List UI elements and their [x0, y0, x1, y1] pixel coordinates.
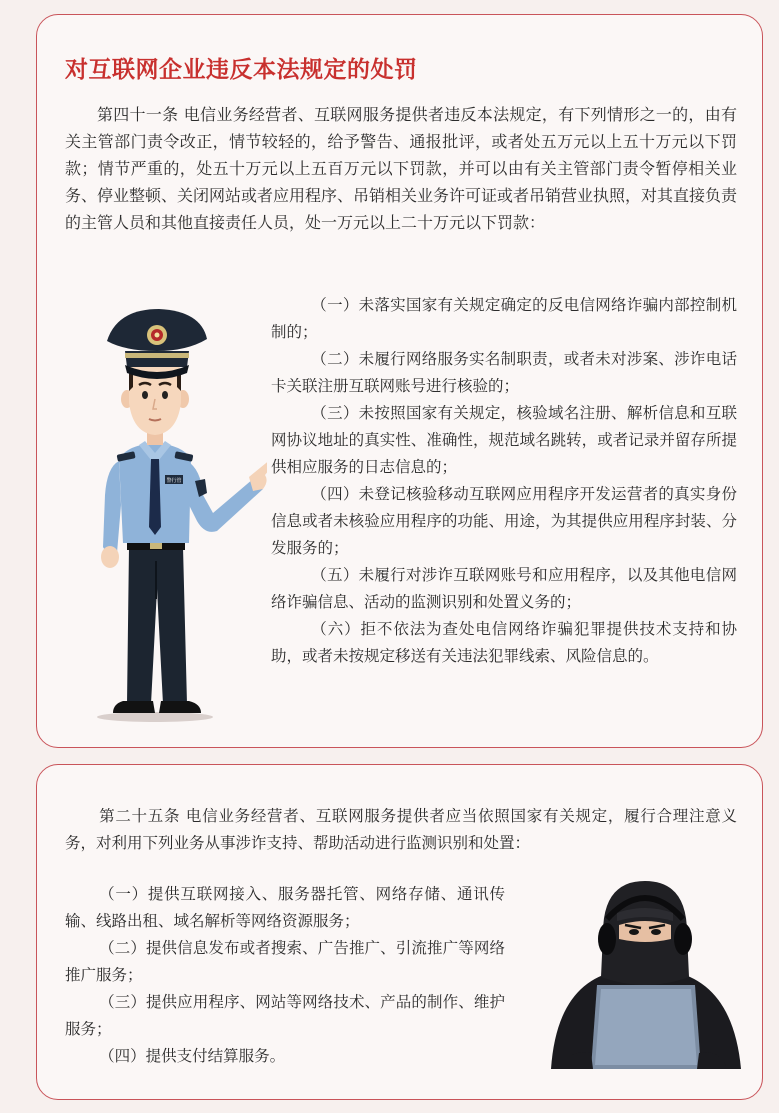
violation-item-2: （二）未履行网络服务实名制职责，或者未对涉案、涉诈电话卡关联注册互联网账号进行核验的； — [271, 350, 737, 395]
violation-item-3: （三）未按照国家有关规定，核验域名注册、解析信息和互联网协议地址的真实性、准确性，规范域名跳转，或者记录并留存所提供相应服务的日志信息的； — [271, 404, 737, 476]
violation-item-1: （一）未落实国家有关规定确定的反电信网络诈骗内部控制机制的； — [271, 296, 737, 341]
article-25-text: 第二十五条 电信业务经营者、互联网服务提供者应当依照国家有关规定，履行合理注意义务，对利用下列业务从事涉诈支持、帮助活动进行监测识别和处置： — [65, 807, 737, 852]
penalty-panel — [36, 14, 763, 748]
service-list — [65, 881, 505, 1070]
service-item-4: （四）提供支付结算服务。 — [99, 1047, 286, 1065]
chest-badge-text: 警行管 — [166, 478, 182, 484]
service-item-2: （二）提供信息发布或者搜索、广告推广、引流推广等网络推广服务； — [65, 939, 505, 984]
violation-item-5: （五）未履行对涉诈互联网账号和应用程序，以及其他电信网络诈骗信息、活动的监测识别和处置义务的； — [271, 566, 737, 611]
violation-item-4: （四）未登记核验移动互联网应用程序开发运营者的真实身份信息或者未核验应用程序的功能、用途，为其提供应用程序封装、分发服务的； — [271, 485, 737, 557]
obligation-panel — [36, 764, 763, 1100]
service-item-3: （三）提供应用程序、网站等网络技术、产品的制作、维护服务； — [65, 993, 505, 1038]
section-title: 对互联网企业违反本法规定的处罚 — [65, 57, 418, 83]
violation-list — [271, 292, 737, 670]
violation-item-6: （六）拒不依法为查处电信网络诈骗犯罪提供技术支持和协助，或者未按规定移送有关违法犯罪线索、风险信息的。 — [271, 620, 737, 665]
hooded-hacker-laptop-illustration-icon — [537, 873, 751, 1073]
service-item-1: （一）提供互联网接入、服务器托管、网络存储、通讯传输、线路出租、域名解析等网络资源服务； — [65, 885, 505, 930]
article-41-text: 第四十一条 电信业务经营者、互联网服务提供者违反本法规定，有下列情形之一的，由有关主管部门责令改正，情节较轻的，给予警告、通报批评，或者处五万元以上五十万元以下罚款；情节严重的，处五十万元以上五百万元以下罚款，并可以由有关主管部门责令暂停相关业务、停业整顿、关闭网站或者应用程序、吊销相关业务许可证或者吊销营业执照，对其直接负责的主管人员和其他直接责任人员，处一万元以上二十万元以下罚款： — [65, 105, 738, 232]
police-officer-illustration-icon — [77, 299, 267, 725]
